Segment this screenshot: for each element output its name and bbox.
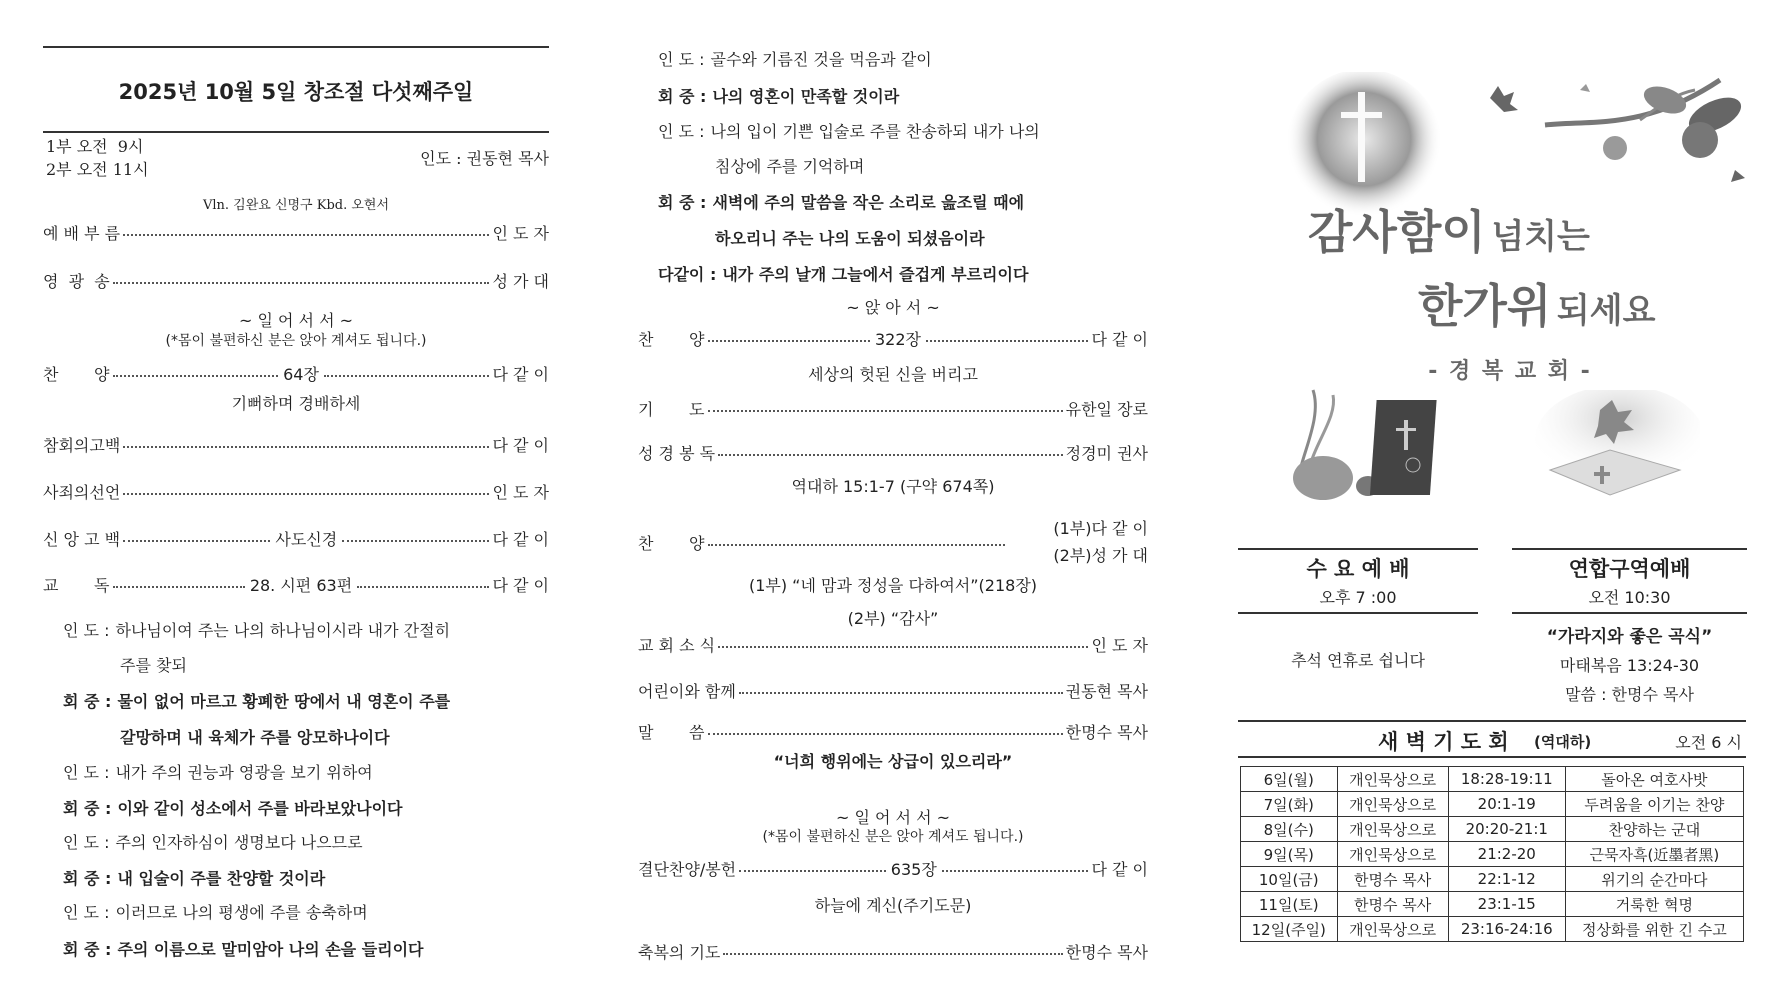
- table-cell: 찬양하는 군대: [1565, 817, 1743, 842]
- resp-line: 다같이 : 내가 주의 날개 그늘에서 즐겁게 부르리이다: [658, 265, 1029, 284]
- order-choir: 찬 양: [638, 530, 1148, 554]
- table-cell: 11일(토): [1241, 892, 1338, 917]
- district-title: 연합구역예배: [1568, 557, 1691, 581]
- harvest-illustration: [1278, 380, 1478, 500]
- district-section: [1512, 548, 1747, 705]
- resp-line: 인 도 : 주의 인자하심이 생명보다 나으므로: [63, 833, 363, 852]
- table-cell: 개인묵상으로: [1337, 842, 1448, 867]
- table-cell: 10일(금): [1241, 867, 1338, 892]
- table-cell: 22:1-12: [1448, 867, 1565, 892]
- wednesday-note: 추석 연휴로 쉽니다: [1291, 651, 1425, 670]
- resp-line: 인 도 : 내가 주의 권능과 영광을 보기 위하여: [63, 763, 373, 782]
- order-offering: 결단찬양/봉헌 635장 다 같 이: [638, 859, 1148, 879]
- table-cell: 한명수 목사: [1337, 892, 1448, 917]
- district-time: 오전 10:30: [1588, 588, 1671, 607]
- dawn-header: [1238, 722, 1746, 756]
- resp-line: 회 중 : 이와 같이 성소에서 주를 바라보았나이다: [63, 799, 403, 818]
- district-rule-top: [1512, 548, 1747, 550]
- order-benediction: 축복의 기도 한명수 목사: [638, 942, 1148, 962]
- table-cell: 돌아온 여호사밧: [1565, 767, 1743, 792]
- sit-down-label: ~ 앉 아 서 ~: [846, 298, 940, 317]
- table-cell: 9일(목): [1241, 842, 1338, 867]
- order-hymn-2: 찬 양 322장 다 같 이: [638, 329, 1148, 349]
- service-time-2: 2부 오전 11시: [46, 160, 149, 179]
- order-church-news: 교 회 소 식 인 도 자: [638, 635, 1148, 655]
- order-creed: 신 앙 고 백 사도신경 다 같 이: [43, 529, 549, 549]
- header-rule-bottom: [43, 131, 549, 133]
- hymn-2-title: 세상의 헛된 신을 버리고: [808, 365, 978, 384]
- table-cell: 개인묵상으로: [1337, 917, 1448, 942]
- choir-performer-2: (2부)성 가 대: [1053, 546, 1148, 565]
- choir-song-2: (2부) “감사”: [847, 609, 939, 628]
- resp-line: 회 중 : 새벽에 주의 말씀을 작은 소리로 읊조릴 때에: [658, 193, 1025, 212]
- order-prayer: 기 도 유한일 장로: [638, 399, 1148, 419]
- order-scripture: 성 경 봉 독 정경미 권사: [638, 443, 1148, 463]
- order-responsive-reading: 교 독 28. 시편 63편 다 같 이: [43, 575, 550, 595]
- table-cell: 위기의 순간마다: [1565, 867, 1743, 892]
- resp-line: 회 중 : 주의 이름으로 말미암아 나의 손을 들리이다: [63, 940, 424, 959]
- order-call-to-worship: 예 배 부 름 인 도 자: [43, 223, 549, 243]
- wednesday-title: 수 요 예 배: [1306, 557, 1410, 581]
- musicians: Vln. 김완요 신명구 Kbd. 오현서: [202, 198, 390, 213]
- bible-leaves-illustration: [1530, 390, 1700, 502]
- dawn-section: [1238, 720, 1746, 942]
- table-cell: 23:1-15: [1448, 892, 1565, 917]
- sermon-title: “너희 행위에는 상급이 있으리라”: [773, 752, 1013, 771]
- table-cell: 거룩한 혁명: [1565, 892, 1743, 917]
- order-confession: 참회의고백 다 같 이: [43, 435, 549, 455]
- table-cell: 6일(월): [1241, 767, 1338, 792]
- resp-line: 하오리니 주는 나의 도움이 되셨음이라: [715, 229, 985, 248]
- table-row: [1241, 817, 1744, 842]
- cover-line-2: 한가위 되세요: [1418, 279, 1656, 333]
- district-text: 마태복음 13:24-30: [1559, 656, 1700, 675]
- table-cell: 21:2-20: [1448, 842, 1565, 867]
- table-cell: 8일(수): [1241, 817, 1338, 842]
- cover-line-1: 감사함이 넘치는: [1308, 205, 1590, 259]
- table-cell: 개인묵상으로: [1337, 817, 1448, 842]
- resp-line: 회 중 : 나의 영혼이 만족할 것이라: [658, 87, 900, 106]
- order-sermon: 말 씀 한명수 목사: [638, 722, 1148, 742]
- resp-line: 침상에 주를 기억하며: [715, 157, 865, 176]
- page-title: 2025년 10월 5일 창조절 다섯째주일: [118, 80, 474, 104]
- stand-up-note-2: (*몸이 불편하신 분은 앉아 계셔도 됩니다.): [762, 829, 1024, 845]
- table-row: [1241, 842, 1744, 867]
- stand-up-label-2: ~ 일 어 서 서 ~: [835, 808, 951, 827]
- wednesday-rule-bottom: [1238, 612, 1478, 614]
- stand-up-label: ~ 일 어 서 서 ~: [238, 311, 354, 330]
- church-name: - 경 복 교 회 -: [1428, 359, 1592, 384]
- header-rule-top: [43, 46, 549, 48]
- resp-line: 회 중 : 내 입술이 주를 찬양할 것이라: [63, 869, 326, 888]
- table-cell: 정상화를 위한 긴 수고: [1565, 917, 1743, 942]
- order-gloria: 영 광 송 성 가 대: [43, 271, 549, 291]
- table-cell: 근묵자흑(近墨者黑): [1565, 842, 1743, 867]
- table-row: [1241, 792, 1744, 817]
- column-1: [43, 0, 549, 987]
- resp-line: 인 도 : 이러므로 나의 평생에 주를 송축하며: [63, 903, 368, 922]
- table-row: [1241, 767, 1744, 792]
- table-cell: 한명수 목사: [1337, 867, 1448, 892]
- choir-song-1: (1부) “네 맘과 정성을 다하여서”(218장): [748, 576, 1038, 595]
- table-cell: 20:20-21:1: [1448, 817, 1565, 842]
- service-time-1: 1부 오전 9시: [46, 137, 144, 156]
- resp-line: 갈망하며 내 육체가 주를 앙모하나이다: [120, 728, 390, 747]
- table-row: [1241, 892, 1744, 917]
- dawn-subtitle: (역대하): [1534, 733, 1592, 751]
- wednesday-section: [1238, 548, 1478, 671]
- scripture-reference: 역대하 15:1-7 (구약 674쪽): [791, 477, 995, 496]
- order-hymn-1: 찬 양 64장 다 같 이: [43, 364, 550, 384]
- resp-line: 회 중 : 물이 없어 마르고 황폐한 땅에서 내 영혼이 주를: [63, 692, 451, 711]
- table-row: [1241, 917, 1744, 942]
- resp-line: 주를 찾되: [120, 656, 187, 675]
- table-cell: 12일(주일): [1241, 917, 1338, 942]
- choir-performer-1: (1부)다 같 이: [1053, 519, 1148, 538]
- dawn-rule-bottom: [1238, 756, 1746, 758]
- table-cell: 개인묵상으로: [1337, 767, 1448, 792]
- leader: 인도 : 권동현 목사: [420, 149, 549, 168]
- dawn-time: 오전 6 시: [1675, 733, 1742, 752]
- resp-line: 인 도 : 하나님이여 주는 나의 하나님이시라 내가 간절히: [63, 621, 451, 640]
- resp-line: 인 도 : 나의 입이 기쁜 입술로 주를 찬송하되 내가 나의: [658, 122, 1040, 141]
- resp-line: 인 도 : 골수와 기름진 것을 먹음과 같이: [658, 50, 932, 69]
- persimmon-branch-illustration: [1465, 70, 1745, 185]
- column-3: [1230, 0, 1750, 987]
- table-cell: 두려움을 이기는 찬양: [1565, 792, 1743, 817]
- order-children: 어린이와 함께 권동현 목사: [638, 681, 1148, 701]
- district-speaker: 말씀 : 한명수 목사: [1565, 685, 1694, 704]
- hymn-1-title: 기뻐하며 경배하세: [231, 394, 361, 413]
- dawn-table: [1240, 766, 1744, 942]
- stand-up-note: (*몸이 불편하신 분은 앉아 계셔도 됩니다.): [165, 333, 427, 349]
- table-cell: 7일(화): [1241, 792, 1338, 817]
- dawn-title: 새 벽 기 도 회: [1378, 730, 1509, 754]
- district-song: “가라지와 좋은 곡식”: [1546, 627, 1713, 647]
- district-rule-bottom: [1512, 612, 1747, 614]
- table-cell: 18:28-19:11: [1448, 767, 1565, 792]
- table-cell: 개인묵상으로: [1337, 792, 1448, 817]
- column-2: [638, 0, 1148, 987]
- table-row: [1241, 867, 1744, 892]
- order-absolution: 사죄의선언 인 도 자: [43, 482, 549, 502]
- lords-prayer: 하늘에 계신(주기도문): [814, 896, 972, 915]
- wednesday-time: 오후 7 :00: [1319, 588, 1397, 607]
- wednesday-rule-top: [1238, 548, 1478, 550]
- table-cell: 23:16-24:16: [1448, 917, 1565, 942]
- table-cell: 20:1-19: [1448, 792, 1565, 817]
